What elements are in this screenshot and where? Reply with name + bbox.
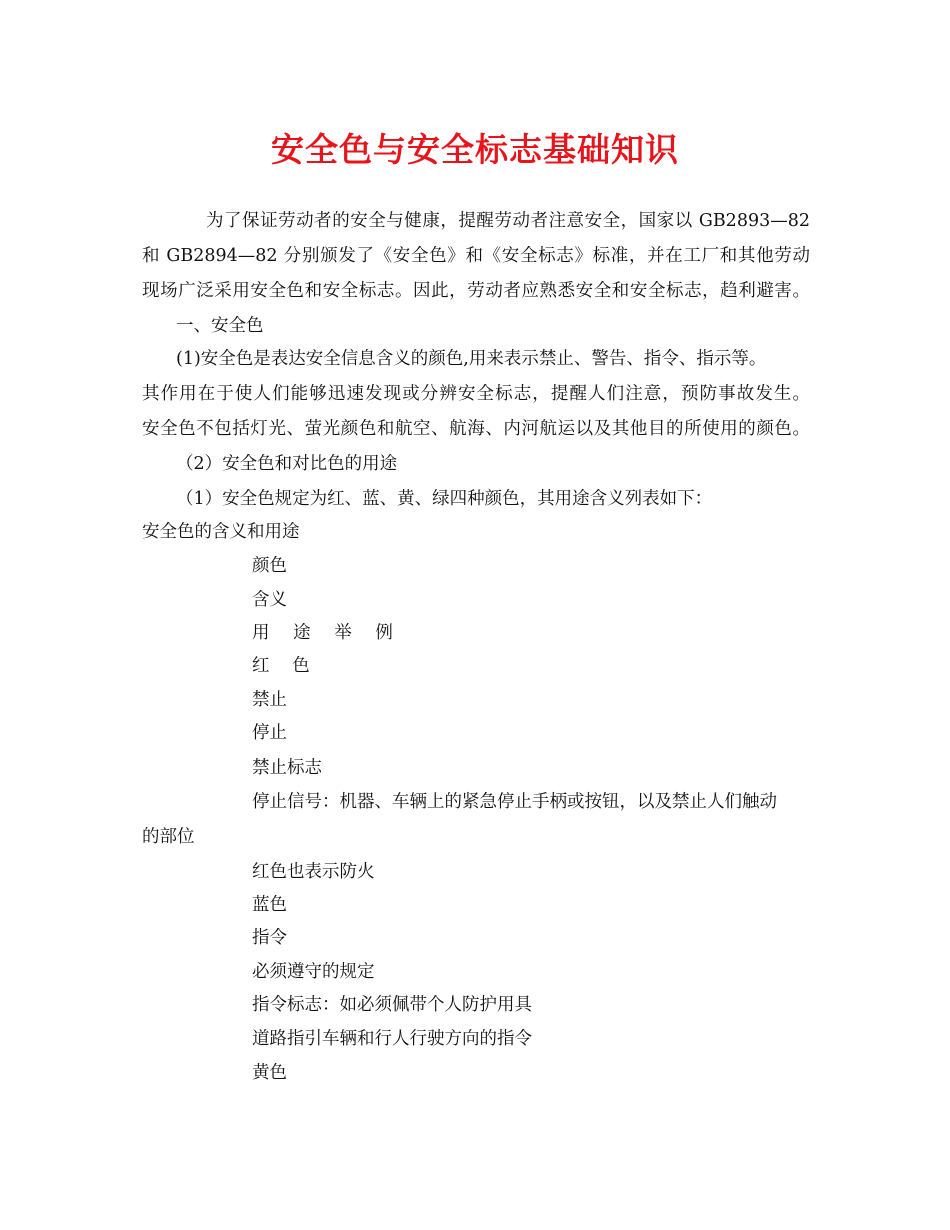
table-caption: 安全色的含义和用途 bbox=[142, 522, 300, 542]
red-color-label: 红色 bbox=[252, 656, 333, 676]
red-usage-1: 禁止标志 bbox=[252, 758, 322, 778]
yellow-color-label: 黄色 bbox=[252, 1063, 287, 1083]
red-usage-2-line-1: 停止信号：机器、车辆上的紧急停止手柄或按钮，以及禁止人们触动 bbox=[252, 792, 777, 812]
definition-line-2: 其作用在于使人们能够迅速发现或分辨安全标志，提醒人们注意，预防事故发生。 bbox=[142, 384, 810, 404]
intro-line-1: 为了保证劳动者的安全与健康，提醒劳动者注意安全，国家以 GB2893—82 bbox=[206, 211, 810, 231]
table-header-usage: 用途举例 bbox=[252, 623, 417, 643]
definition-line-3: 安全色不包括灯光、萤光颜色和航空、航海、内河航运以及其他目的所使用的颜色。 bbox=[142, 419, 810, 439]
section-heading-safety-color: 一、安全色 bbox=[176, 316, 264, 336]
table-header-color: 颜色 bbox=[252, 556, 287, 576]
definition-line-1: (1)安全色是表达安全信息含义的颜色,用来表示禁止、警告、指令、指示等。 bbox=[176, 349, 767, 369]
blue-meaning-1: 指令 bbox=[252, 928, 287, 948]
table-header-meaning: 含义 bbox=[252, 590, 287, 610]
blue-color-label: 蓝色 bbox=[252, 895, 287, 915]
blue-usage-1: 指令标志：如必须佩带个人防护用具 bbox=[252, 995, 532, 1015]
intro-line-2: 和 GB2894—82 分别颁发了《安全色》和《安全标志》标准，并在工厂和其他劳动 bbox=[142, 246, 810, 266]
subheading-four-colors: （1）安全色规定为红、蓝、黄、绿四种颜色，其用途含义列表如下： bbox=[176, 489, 713, 509]
subheading-usage: （2）安全色和对比色的用途 bbox=[176, 454, 398, 474]
red-usage-2-line-2: 的部位 bbox=[142, 827, 195, 847]
blue-meaning-2: 必须遵守的规定 bbox=[252, 962, 375, 982]
red-fire-note: 红色也表示防火 bbox=[252, 862, 375, 882]
document-title: 安全色与安全标志基础知识 bbox=[271, 130, 679, 169]
red-meaning-1: 禁止 bbox=[252, 690, 287, 710]
red-meaning-2: 停止 bbox=[252, 723, 287, 743]
blue-usage-2: 道路指引车辆和行人行驶方向的指令 bbox=[252, 1029, 532, 1049]
intro-line-3: 现场广泛采用安全色和安全标志。因此，劳动者应熟悉安全和安全标志，趋利避害。 bbox=[142, 281, 810, 301]
